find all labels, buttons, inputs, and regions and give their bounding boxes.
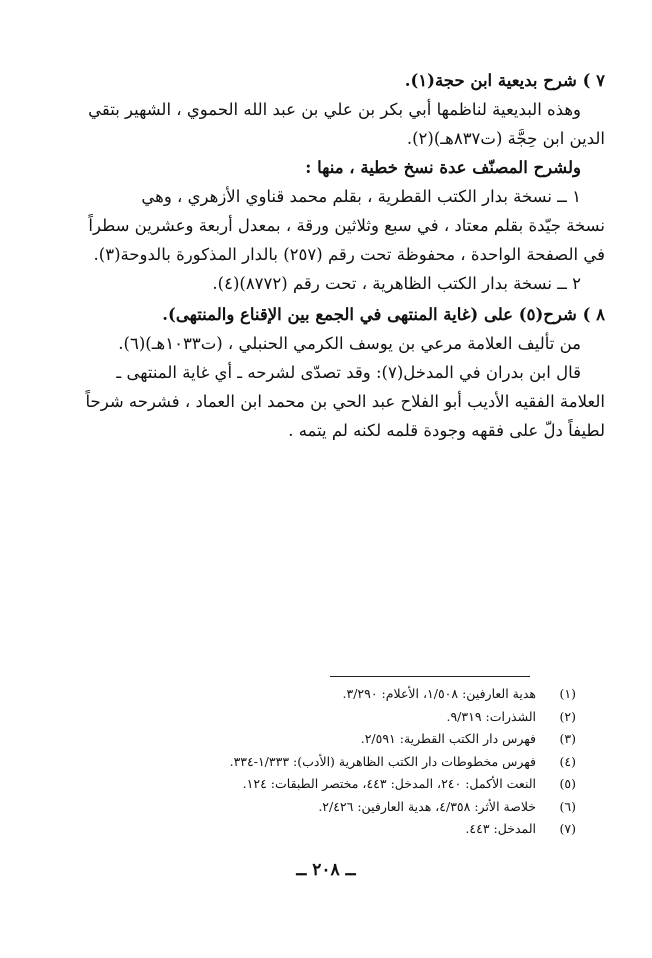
page-number: ــ ٢٠٨ ــ [296, 860, 356, 880]
footnote-text: الشذرات: ٩/٣١٩. [446, 708, 537, 724]
paragraph-line: في الصفحة الواحدة ، محفوظة تحت رقم (٢٥٧) بالدار المذكورة بالدوحة(٣). [93, 245, 605, 264]
footnote-number: (٢) [559, 708, 576, 724]
paragraph-line: العلامة الفقيه الأديب أبو الفلاح عبد الحي بن محمد ابن العماد ، فشرحه شرحاً [85, 392, 605, 411]
footnote-number: (٤) [559, 753, 576, 769]
paragraph-line: قال ابن بدران في المدخل(٧): وقد تصدّى لشرحه ـ أي غاية المنتهى ـ [116, 363, 581, 382]
footnotes [180, 683, 576, 841]
footnote-separator [330, 676, 530, 677]
paragraph-line: وهذه البديعية لناظمها أبي بكر بن علي بن عبد الله الحموي ، الشهير بتقي [88, 100, 581, 119]
footnote-number: (٥) [559, 776, 576, 791]
paragraph-line: من تأليف العلامة مرعي بن يوسف الكرمي الحنبلي ، (ت١٠٣٣هـ)(٦). [118, 334, 581, 353]
paragraph-line: نسخة جيّدة بقلم معتاد ، في سبع وثلاثين ورقة ، بمعدل أربعة وعشرين سطراً [88, 216, 605, 235]
footnote-number: (١) [559, 686, 576, 701]
paragraph-line: الدين ابن حِجَّة (ت٨٣٧هـ)(٢). [406, 129, 605, 148]
footnote-number: (٦) [559, 798, 576, 814]
footnote-text: فهرس مخطوطات دار الكتب الظاهرية (الأدب): ١/٣٣٣-٣٣٤. [229, 753, 537, 769]
footnote-number: (٣) [559, 731, 576, 746]
paragraph-line: ١ ــ نسخة بدار الكتب القطرية ، بقلم محمد قناوي الأزهري ، وهي [141, 187, 581, 206]
footnote-text: المدخل: ٤٤٣. [465, 821, 537, 836]
footnote-number: (٧) [559, 821, 576, 836]
paragraph-line: لطيفاً دلّ على فقهه وجودة قلمه لكنه لم يتمه . [288, 421, 605, 440]
main-text [40, 66, 605, 445]
footnote-item [180, 773, 576, 796]
footnote-item [180, 796, 576, 819]
subheading-manuscripts: ولشرح المصنّف عدة نسخ خطية ، منها : [305, 158, 581, 177]
section-heading-8: ٨ ) شرح(٥) على (غاية المنتهى في الجمع بين الإقناع والمنتهى). [162, 305, 605, 324]
paragraph-line: ٢ ــ نسخة بدار الكتب الظاهرية ، تحت رقم (٨٧٧٢)(٤). [212, 274, 581, 293]
footnote-text: هدية العارفين: ١/٥٠٨، الأعلام: ٣/٢٩٠. [342, 686, 537, 701]
footnote-text: خلاصة الأثر: ٤/٣٥٨، هدية العارفين: ٢/٤٢٦. [318, 798, 537, 814]
footnote-item [180, 818, 576, 841]
footnote-item [180, 706, 576, 729]
footnote-text: فهرس دار الكتب القطرية: ٢/٥٩١. [360, 731, 537, 746]
footnote-item [180, 728, 576, 751]
footnote-item [180, 683, 576, 706]
section-heading-7: ٧ ) شرح بديعية ابن حجة(١). [404, 71, 605, 90]
footnote-item [180, 751, 576, 774]
footnote-text: النعت الأكمل: ٢٤٠، المدخل: ٤٤٣، مختصر الطبقات: ١٢٤. [242, 776, 537, 791]
